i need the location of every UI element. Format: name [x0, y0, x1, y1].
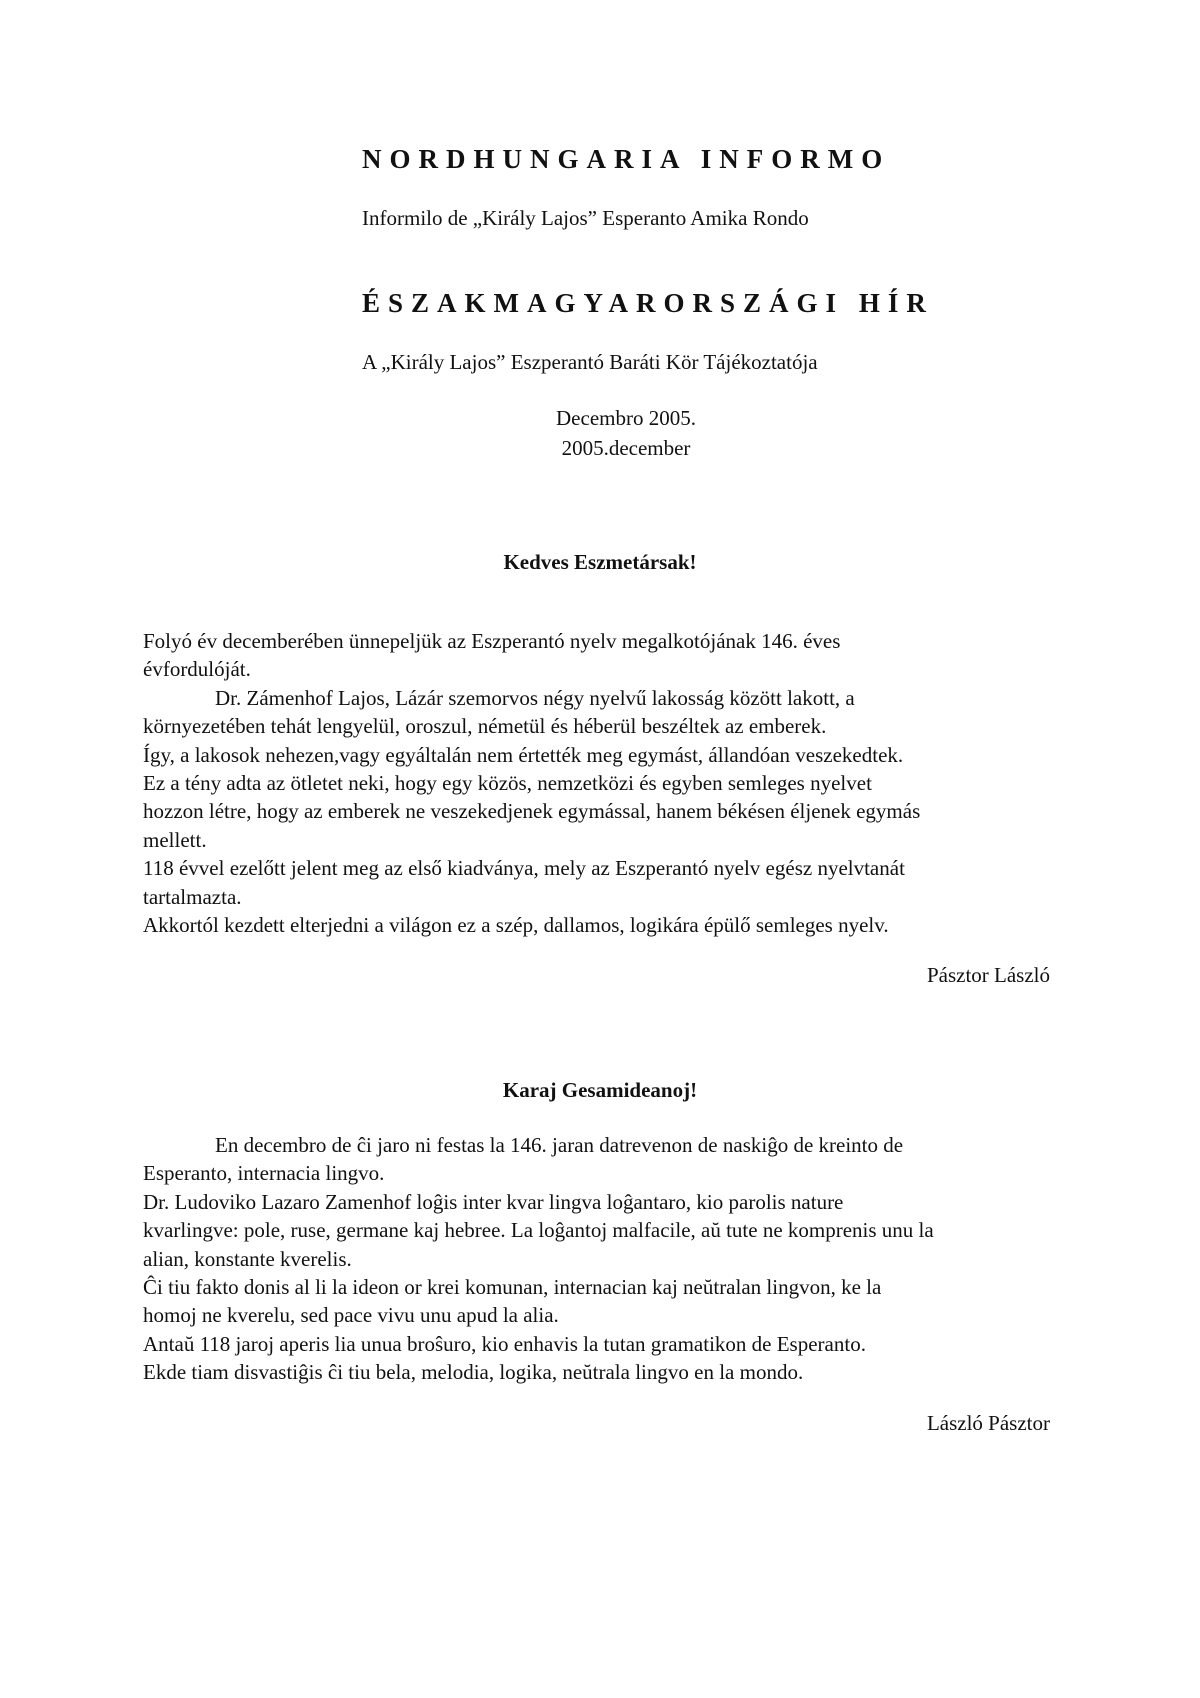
paragraph-hungarian: [143, 627, 920, 939]
date-block: [426, 403, 826, 463]
text-line: hozzon létre, hogy az emberek ne veszekedjenek egymással, hanem békésen éljenek egymás: [143, 799, 921, 824]
date-esperanto: Decembro 2005.: [556, 406, 696, 430]
text-line: Antaŭ 118 jaroj aperis lia unua broŝuro, kio enhavis la tutan gramatikon de Esperanto.: [143, 1331, 866, 1356]
text-line: tartalmazta.: [143, 884, 242, 909]
text-line: környezetében tehát lengyelül, oroszul, németül és héberül beszéltek az emberek.: [143, 714, 827, 739]
text-line: Dr. Ludoviko Lazaro Zamenhof loĝis inter kvar lingva loĝantaro, kio parolis nature: [143, 1189, 844, 1214]
text-line: Dr. Zámenhof Lajos, Lázár szemorvos négy nyelvű lakosság között lakott, a: [215, 685, 855, 710]
signature-hungarian: Pásztor László: [926, 963, 1050, 987]
text-line: Így, a lakosok nehezen,vagy egyáltalán nem értették meg egymást, állandóan veszekedtek.: [143, 742, 904, 767]
title-hungarian: ÉSZAKMAGYARORSZÁGI HÍR: [362, 288, 934, 318]
text-line: Folyó év decemberében ünnepeljük az Eszperantó nyelv megalkotójának 146. éves: [143, 629, 841, 653]
greeting-hungarian: Kedves Eszmetársak!: [503, 550, 697, 574]
text-line: homoj ne kverelu, sed pace vivu unu apud la alia.: [143, 1303, 559, 1328]
text-line: Ĉi tiu fakto donis al li la ideon or krei komunan, internacian kaj neŭtralan lingvon, ke la: [143, 1275, 882, 1300]
text-line: alian, konstante kverelis.: [143, 1246, 352, 1271]
text-line: Akkortól kezdett elterjedni a világon ez a szép, dallamos, logikára épülő semleges nyelv.: [143, 913, 889, 938]
text-line: Ez a tény adta az ötletet neki, hogy egy közös, nemzetközi és egyben semleges nyelvet: [143, 771, 872, 796]
text-line: Ekde tiam disvastiĝis ĉi tiu bela, melodia, logika, neŭtrala lingvo en la mondo.: [143, 1360, 804, 1385]
text-line: mellett.: [143, 827, 207, 852]
text-line: évfordulóját.: [143, 657, 251, 682]
text-line: Esperanto, internacia lingvo.: [143, 1161, 385, 1186]
paragraph-esperanto: [143, 1131, 934, 1387]
subtitle-hungarian: A „Király Lajos” Eszperantó Baráti Kör Tájékoztatója: [362, 350, 818, 374]
title-esperanto: NORDHUNGARIA INFORMO: [362, 144, 891, 174]
greeting-esperanto: Karaj Gesamideanoj!: [502, 1078, 698, 1102]
text-line: En decembro de ĉi jaro ni festas la 146. jaran datrevenon de naskiĝo de kreinto de: [215, 1133, 904, 1157]
signature-esperanto: László Pásztor: [926, 1411, 1050, 1435]
text-line: kvarlingve: pole, ruse, germane kaj hebree. La loĝantoj malfacile, aŭ tute ne komprenis unu la: [143, 1218, 934, 1243]
subtitle-esperanto: Informilo de „Király Lajos” Esperanto Amika Rondo: [362, 206, 809, 230]
text-line: 118 évvel ezelőtt jelent meg az első kiadványa, mely az Eszperantó nyelv egész nyelvtanát: [143, 856, 905, 881]
date-hungarian: 2005.december: [561, 436, 691, 460]
